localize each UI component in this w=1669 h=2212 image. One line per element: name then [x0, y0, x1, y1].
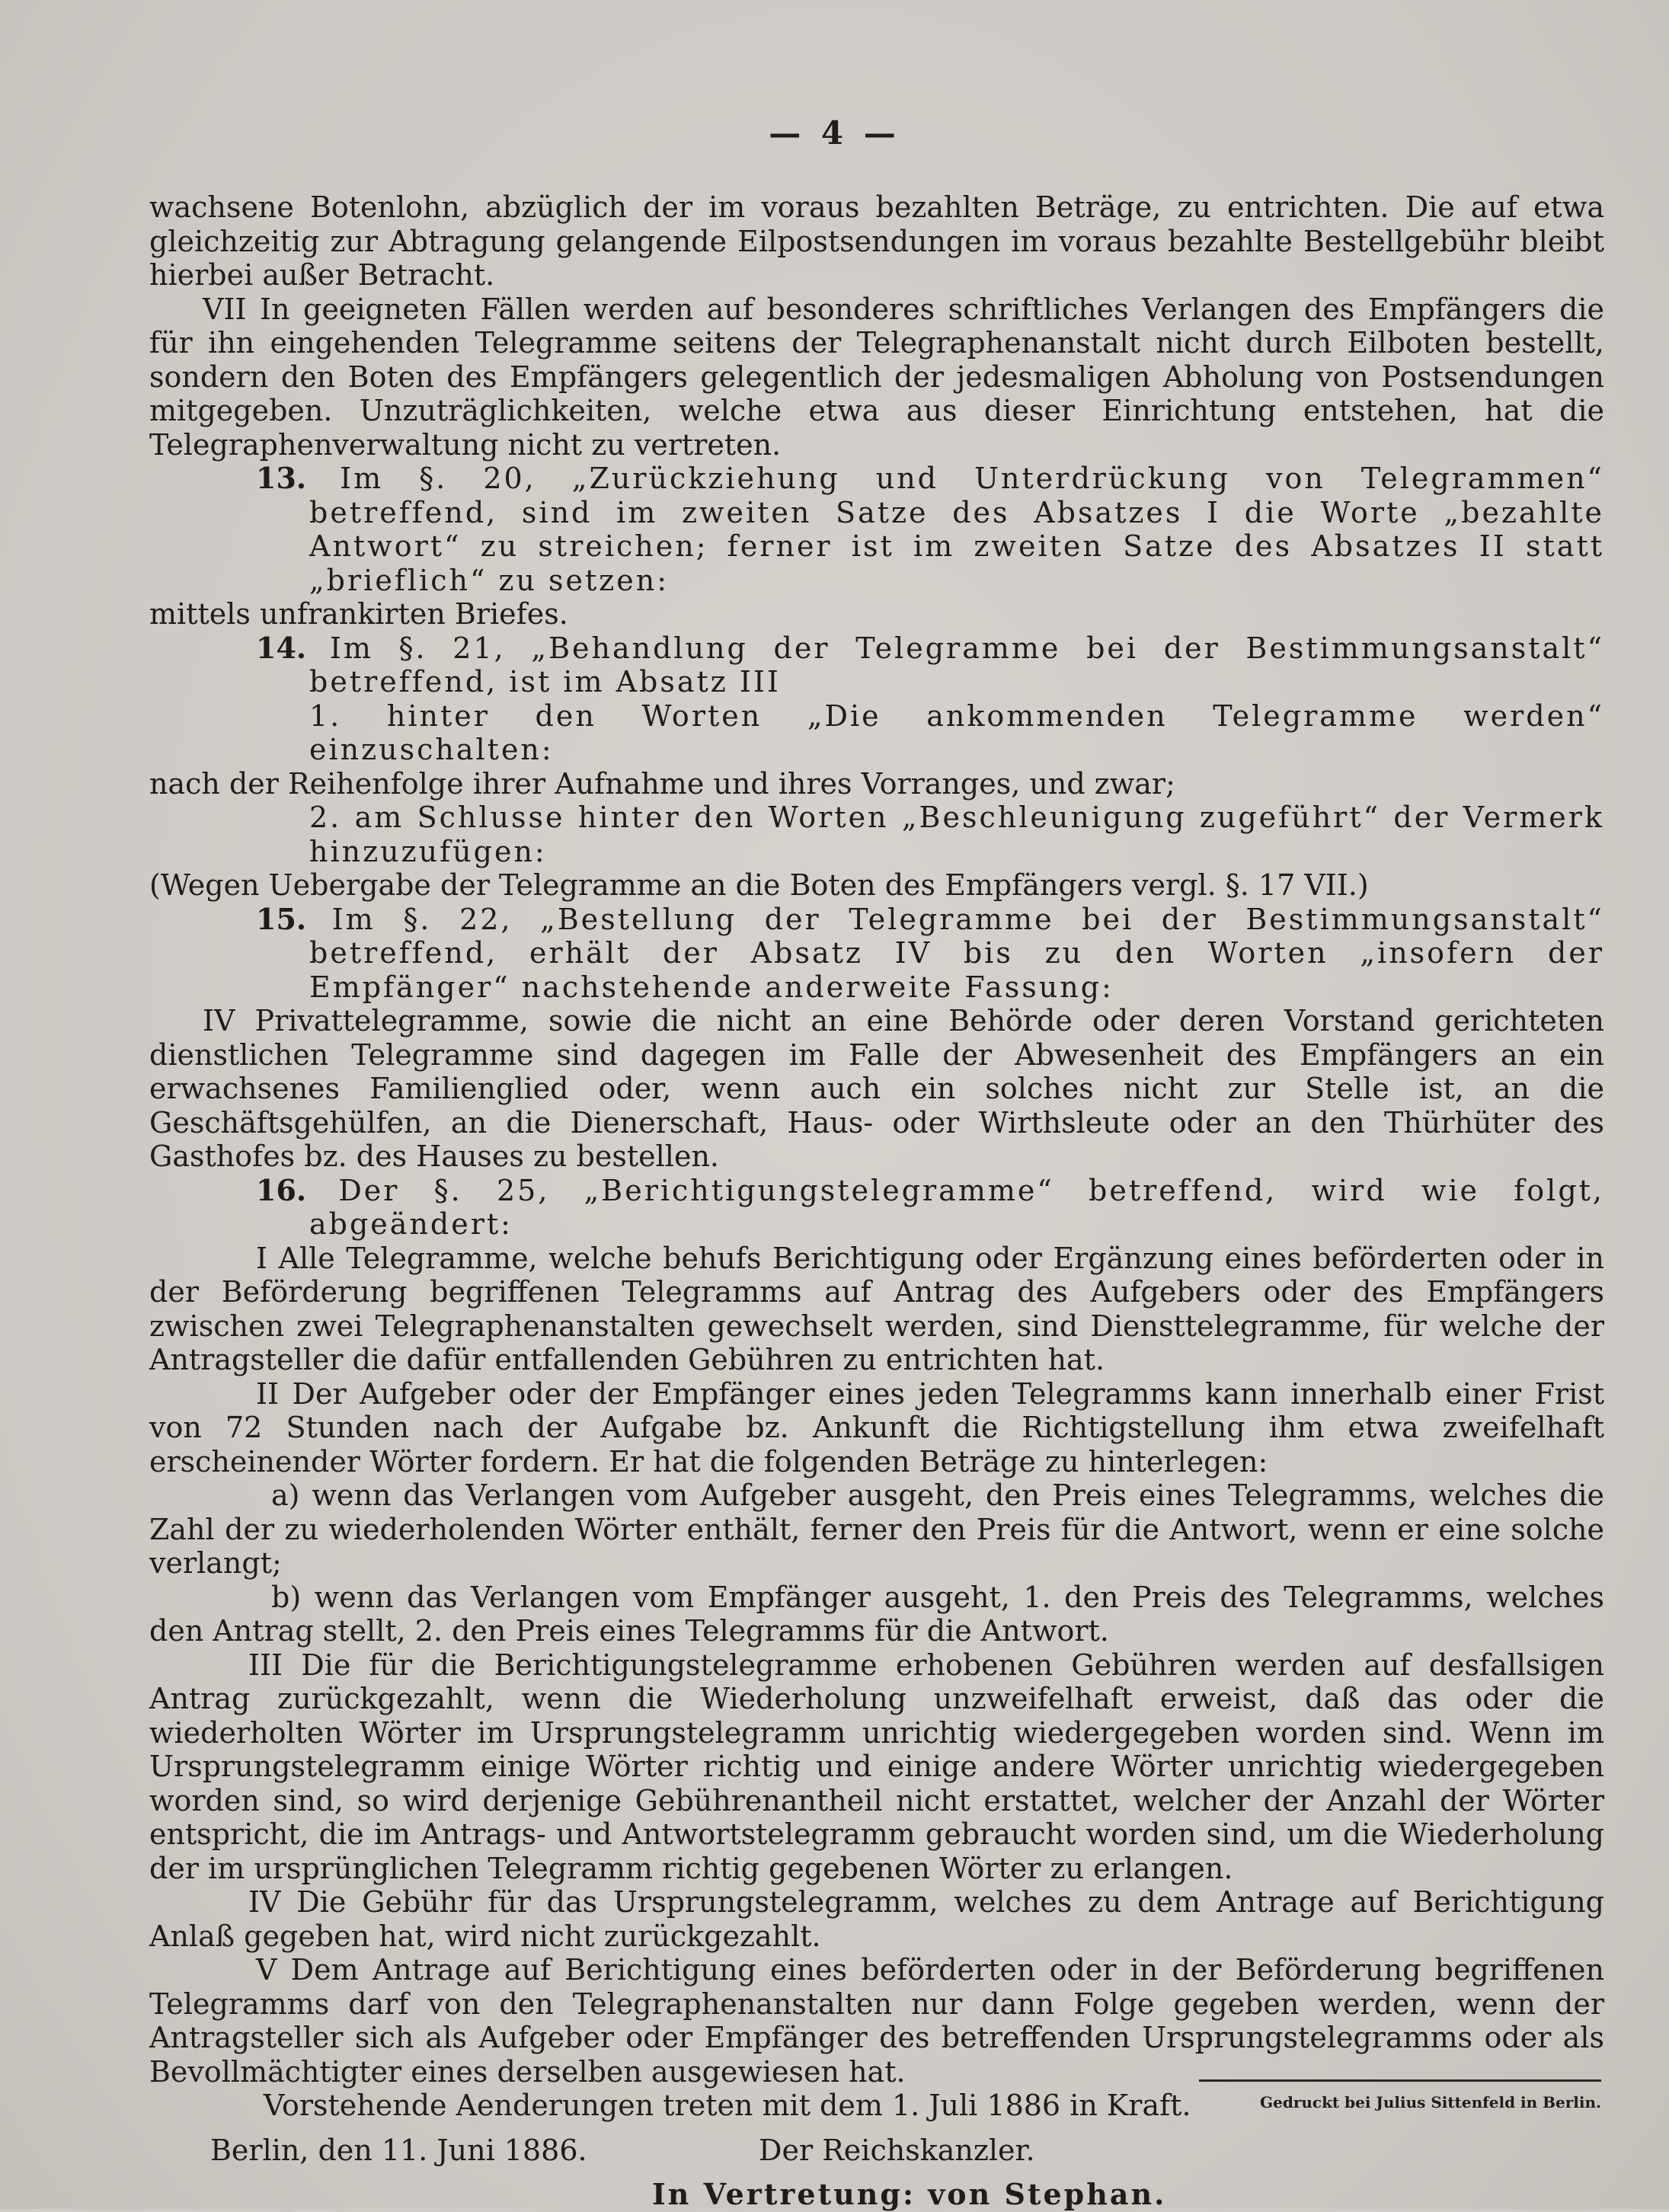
- paragraph: III Die für die Berichtigungstelegramme erhobenen Gebühren werden auf desfallsigen Antrag zurückgezahlt, wenn die Wiederholung unzweifelhaft erweist, daß das oder die wiederholten Wörter im Ursprungstelegramm unrichtig wiedergegeben worden sind. Wenn im Ursprungstelegramm einige Wörter richtig und einige andere Wörter unrichtig wiedergegeben worden sind, so wird derjenige Gebührenantheil nicht erstattet, welcher der Anzahl der Wörter entspricht, die im Antrags- und Antwortstelegramm gebraucht worden sind, um die Wiederholung der im ursprünglichen Telegramm richtig gegebenen Wörter zu erlangen.: [149, 1648, 1604, 1885]
- section-16: [149, 1174, 1604, 1242]
- list-item: 2. am Schlusse hinter den Worten „Beschleunigung zugeführt“ der Vermerk hinzuzufügen:: [309, 801, 1604, 868]
- section-text: Im §. 20, „Zurückziehung und Unterdrückung von Telegrammen“ betreffend, sind im zweiten Satze des Absatzes I die Worte „bezahlte Antwort“ zu streichen; ferner ist im zweiten Satze des Absatzes II statt „brieflich“ zu setzen:: [309, 462, 1604, 597]
- page-number: — 4 —: [769, 114, 900, 152]
- section-text: Im §. 22, „Bestellung der Telegramme bei der Bestimmungsanstalt“ betreffend, erhält der Absatz IV bis zu den Worten „insofern der Empfänger“ nachstehende anderweite Fassung:: [309, 902, 1604, 1004]
- paragraph: nach der Reihenfolge ihrer Aufnahme und ihres Vorranges, und zwar;: [149, 766, 1175, 801]
- paragraph: (Wegen Uebergabe der Telegramme an die Boten des Empfängers vergl. §. 17 VII.): [149, 868, 1369, 902]
- section-number: 15.: [256, 901, 307, 936]
- paragraph: II Der Aufgeber oder der Empfänger eines jeden Telegramms kann innerhalb einer Frist von 72 Stunden nach der Aufgabe bz. Ankunft die Richtigstellung ihm etwa zweifelhaft erscheinender Wörter fordern. Er hat die folgenden Beträge zu hinterlegen:: [149, 1376, 1604, 1478]
- paragraph: a) wenn das Verlangen vom Aufgeber ausgeht, den Preis eines Telegramms, welches die Zahl der zu wiederholenden Wörter enthält, ferner den Preis für die Antwort, wenn er eine solche verlangt;: [149, 1478, 1604, 1580]
- paragraph: IV Privattelegramme, sowie die nicht an eine Behörde oder deren Vorstand gerichteten dienstlichen Telegramme sind dagegen im Falle der Abwesenheit des Empfängers an ein erwachsenes Familienglied oder, wenn auch ein solches nicht zur Stelle ist, an die Geschäftsgehülfen, an die Dienerschaft, Haus- oder Wirthsleute oder an den Thürhüter des Gasthofes bz. des Hauses zu bestellen.: [149, 1004, 1604, 1173]
- paragraph: Vorstehende Aenderungen treten mit dem 1. Juli 1886 in Kraft.: [264, 2089, 1191, 2122]
- office-title: Der Reichskanzler.: [759, 2133, 1035, 2167]
- section-number: 16.: [256, 1172, 307, 1207]
- paragraph: I Alle Telegramme, welche behufs Berichtigung oder Ergänzung eines beförderten oder in der Beförderung begriffenen Telegramms auf Antrag des Aufgebers oder des Empfängers zwischen zwei Telegraphenanstalten gewechselt werden, sind Diensttelegramme, für welche der Antragsteller die dafür entfallenden Gebühren zu entrichten hat.: [149, 1241, 1604, 1376]
- paragraph: wachsene Botenlohn, abzüglich der im voraus bezahlten Beträge, zu entrichten. Die auf etwa gleichzeitig zur Abtragung gelangende Eilpostsendungen im voraus bezahlte Bestellgebühr bleibt hierbei außer Betracht.: [149, 190, 1604, 292]
- list-item: 1. hinter den Worten „Die ankommenden Telegramme werden“ einzuschalten:: [309, 698, 1604, 766]
- paragraph: b) wenn das Verlangen vom Empfänger ausgeht, 1. den Preis des Telegramms, welches den Antrag stellt, 2. den Preis eines Telegramms für die Antwort.: [149, 1580, 1604, 1648]
- paragraph: mittels unfrankirten Briefes.: [149, 597, 568, 631]
- section-13: [149, 462, 1604, 597]
- signature: In Vertretung: von Stephan.: [652, 2177, 1167, 2211]
- body-text: [149, 190, 1604, 2212]
- paragraph: VII In geeigneten Fällen werden auf besonderes schriftliches Verlangen des Empfängers die für ihn eingehenden Telegramme seitens der Telegraphenanstalt nicht durch Eilboten bestellt, sondern den Boten des Empfängers gelegentlich der jedesmaligen Abholung von Postsendungen mitgegeben. Unzuträglichkeiten, welche etwa aus dieser Einrichtung entstehen, hat die Telegraphenverwaltung nicht zu vertreten.: [149, 292, 1604, 462]
- closing-line: [149, 2134, 1604, 2168]
- place-date: Berlin, den 11. Juni 1886.: [210, 2133, 587, 2167]
- printer-note: Gedruckt bei Julius Sittenfeld in Berlin.: [1260, 2093, 1601, 2111]
- section-text: Der §. 25, „Berichtigungstelegramme“ betreffend, wird wie folgt, abgeändert:: [309, 1173, 1604, 1241]
- section-number: 13.: [256, 461, 307, 495]
- section-number: 14.: [256, 630, 307, 665]
- section-14: [149, 631, 1604, 699]
- footer-rule: [1199, 2079, 1601, 2082]
- section-15: [149, 903, 1604, 1005]
- paragraph: IV Die Gebühr für das Ursprungstelegramm, welches zu dem Antrage auf Berichtigung Anlaß gegeben hat, wird nicht zurückgezahlt.: [149, 1885, 1604, 1953]
- paragraph: V Dem Antrage auf Berichtigung eines beförderten oder in der Beförderung begriffenen Telegramms darf von den Telegraphenanstalten nur dann Folge gegeben werden, wenn der Antragsteller sich als Aufgeber oder Empfänger des betreffenden Ursprungstelegramms oder als Bevollmächtigter eines derselben ausgewiesen hat.: [149, 1953, 1604, 2089]
- section-text: Im §. 21, „Behandlung der Telegramme bei der Bestimmungsanstalt“ betreffend, ist im Absatz III: [309, 631, 1604, 698]
